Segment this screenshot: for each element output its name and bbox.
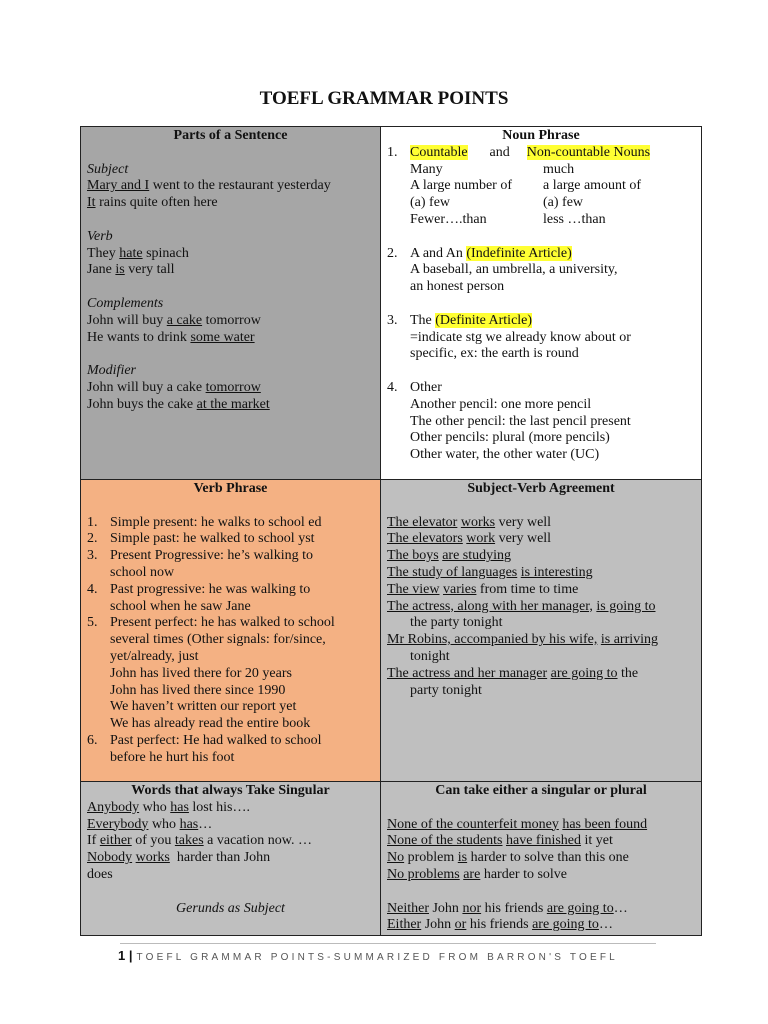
either-row-2: None of the students have finished it yet — [387, 833, 613, 849]
tense-item-5-cont-1: several times (Other signals: for/since, — [110, 632, 326, 648]
other-example-1: Another pencil: one more pencil — [410, 396, 592, 412]
either-heading: Can take either a singular or plural — [435, 783, 647, 798]
singular-heading: Words that always Take Singular — [131, 783, 330, 798]
noun-item-1: 1. Countable and Non-countable Nouns — [387, 144, 651, 160]
sva-row-1: The elevator works very well — [387, 514, 552, 530]
tense-item-5-cont-2: yet/already, just — [110, 648, 199, 664]
noun-heading: Noun Phrase — [502, 128, 580, 143]
singular-row-3: If either of you takes a vacation now. … — [87, 833, 312, 849]
either-row-3: No problem is harder to solve than this one — [387, 850, 629, 866]
parts-of-sentence-cell — [81, 127, 381, 480]
tense-item-5: 5. Present perfect: he has walked to school — [87, 615, 335, 631]
either-row-5: Neither John nor his friends are going to… — [387, 900, 628, 916]
verb-example-2: Jane is very tall — [87, 262, 175, 278]
tense-item-5-example-4: We has already read the entire book — [110, 716, 311, 732]
footer-divider — [120, 943, 656, 944]
sva-row-8: The actress and her manager are going to the — [387, 665, 639, 681]
sva-row-2: The elevators work very well — [387, 531, 552, 547]
other-example-2: The other pencil: the last pencil present — [410, 413, 631, 429]
definite-example-1: =indicate stg we already know about or — [410, 329, 631, 345]
sva-row-7-cont: tonight — [410, 648, 450, 664]
gerunds-label: Gerunds as Subject — [176, 900, 285, 916]
tense-item-4-cont: school when he saw Jane — [110, 598, 251, 614]
singular-words-cell — [81, 782, 381, 935]
either-row-6: Either John or his friends are going to… — [387, 917, 613, 933]
page-footer — [118, 948, 618, 963]
tense-item-3-cont: school now — [110, 564, 175, 580]
modifier-label: Modifier — [87, 363, 136, 379]
sva-row-6: The actress, along with her manager, is going to — [387, 598, 656, 614]
noun-item-3: 3. The (Definite Article) — [387, 312, 533, 328]
countable-row-3: (a) few (a) few — [410, 195, 584, 211]
singular-row-5: does — [87, 866, 113, 882]
modifier-example-2: John buys the cake at the market — [87, 396, 270, 412]
tense-item-4: 4. Past progressive: he was walking to — [87, 581, 311, 597]
other-example-4: Other water, the other water (UC) — [410, 447, 600, 463]
noun-item-4: 4. Other — [387, 379, 442, 395]
tense-item-1: 1. Simple present: he walks to school ed — [87, 514, 322, 530]
sva-row-7: Mr Robins, accompanied by his wife, is arriving — [387, 632, 659, 648]
article-example-1: A baseball, an umbrella, a university, — [410, 262, 618, 278]
countable-row-1: Many much — [410, 161, 575, 177]
subject-example-2: It rains quite often here — [87, 195, 218, 211]
singular-row-2: Everybody who has… — [87, 816, 213, 832]
sva-heading: Subject-Verb Agreement — [467, 481, 615, 496]
tense-item-3: 3. Present Progressive: he’s walking to — [87, 548, 313, 564]
countable-row-2: A large number of a large amount of — [410, 178, 642, 194]
sva-row-5: The view varies from time to time — [387, 581, 579, 597]
sva-row-6-cont: the party tonight — [410, 615, 503, 631]
either-row-4: No problems are harder to solve — [387, 866, 568, 882]
singular-row-1: Anybody who has lost his…. — [87, 799, 250, 815]
definite-example-2: specific, ex: the earth is round — [410, 346, 579, 362]
either-row-1: None of the counterfeit money has been found — [387, 816, 648, 832]
singular-or-plural-cell — [381, 782, 701, 935]
verb-phrase-heading: Verb Phrase — [193, 481, 268, 496]
modifier-example-1: John will buy a cake tomorrow — [87, 379, 261, 395]
verb-example-1: They hate spinach — [87, 245, 189, 261]
grammar-table — [80, 126, 702, 936]
complements-label: Complements — [87, 295, 164, 311]
tense-item-2: 2. Simple past: he walked to school yst — [87, 531, 315, 547]
tense-item-5-example-1: John has lived there for 20 years — [110, 665, 292, 681]
complement-example-1: John will buy a cake tomorrow — [87, 312, 261, 328]
subject-verb-agreement-cell — [381, 480, 701, 782]
other-example-3: Other pencils: plural (more pencils) — [410, 430, 610, 446]
countable-row-4: Fewer….than less …than — [410, 211, 606, 227]
sva-row-8-cont: party tonight — [410, 682, 482, 698]
sva-row-4: The study of languages is interesting — [387, 564, 593, 580]
document-title: TOEFL GRAMMAR POINTS — [259, 88, 509, 109]
subject-example-1: Mary and I went to the restaurant yesterday — [87, 178, 331, 194]
verb-label: Verb — [87, 228, 113, 244]
parts-heading: Parts of a Sentence — [173, 128, 288, 143]
complement-example-2: He wants to drink some water — [87, 329, 255, 345]
tense-item-6: 6. Past perfect: He had walked to school — [87, 732, 322, 748]
noun-phrase-cell — [381, 127, 701, 480]
article-example-2: an honest person — [410, 279, 505, 295]
tense-item-5-example-3: We haven’t written our report yet — [110, 699, 297, 715]
sva-row-3: The boys are studying — [387, 548, 512, 564]
page-number: 1 | — [118, 948, 133, 963]
footer-text: TOEFL GRAMMAR POINTS-SUMMARIZED FROM BARRON'S TOEFL — [136, 952, 618, 963]
verb-phrase-cell — [81, 480, 381, 782]
subject-label: Subject — [87, 161, 129, 177]
singular-row-4: Nobody works harder than John — [87, 850, 271, 866]
tense-item-6-cont: before he hurt his foot — [110, 749, 235, 765]
noun-item-2: 2. A and An (Indefinite Article) — [387, 245, 572, 261]
tense-item-5-example-2: John has lived there since 1990 — [110, 682, 286, 698]
